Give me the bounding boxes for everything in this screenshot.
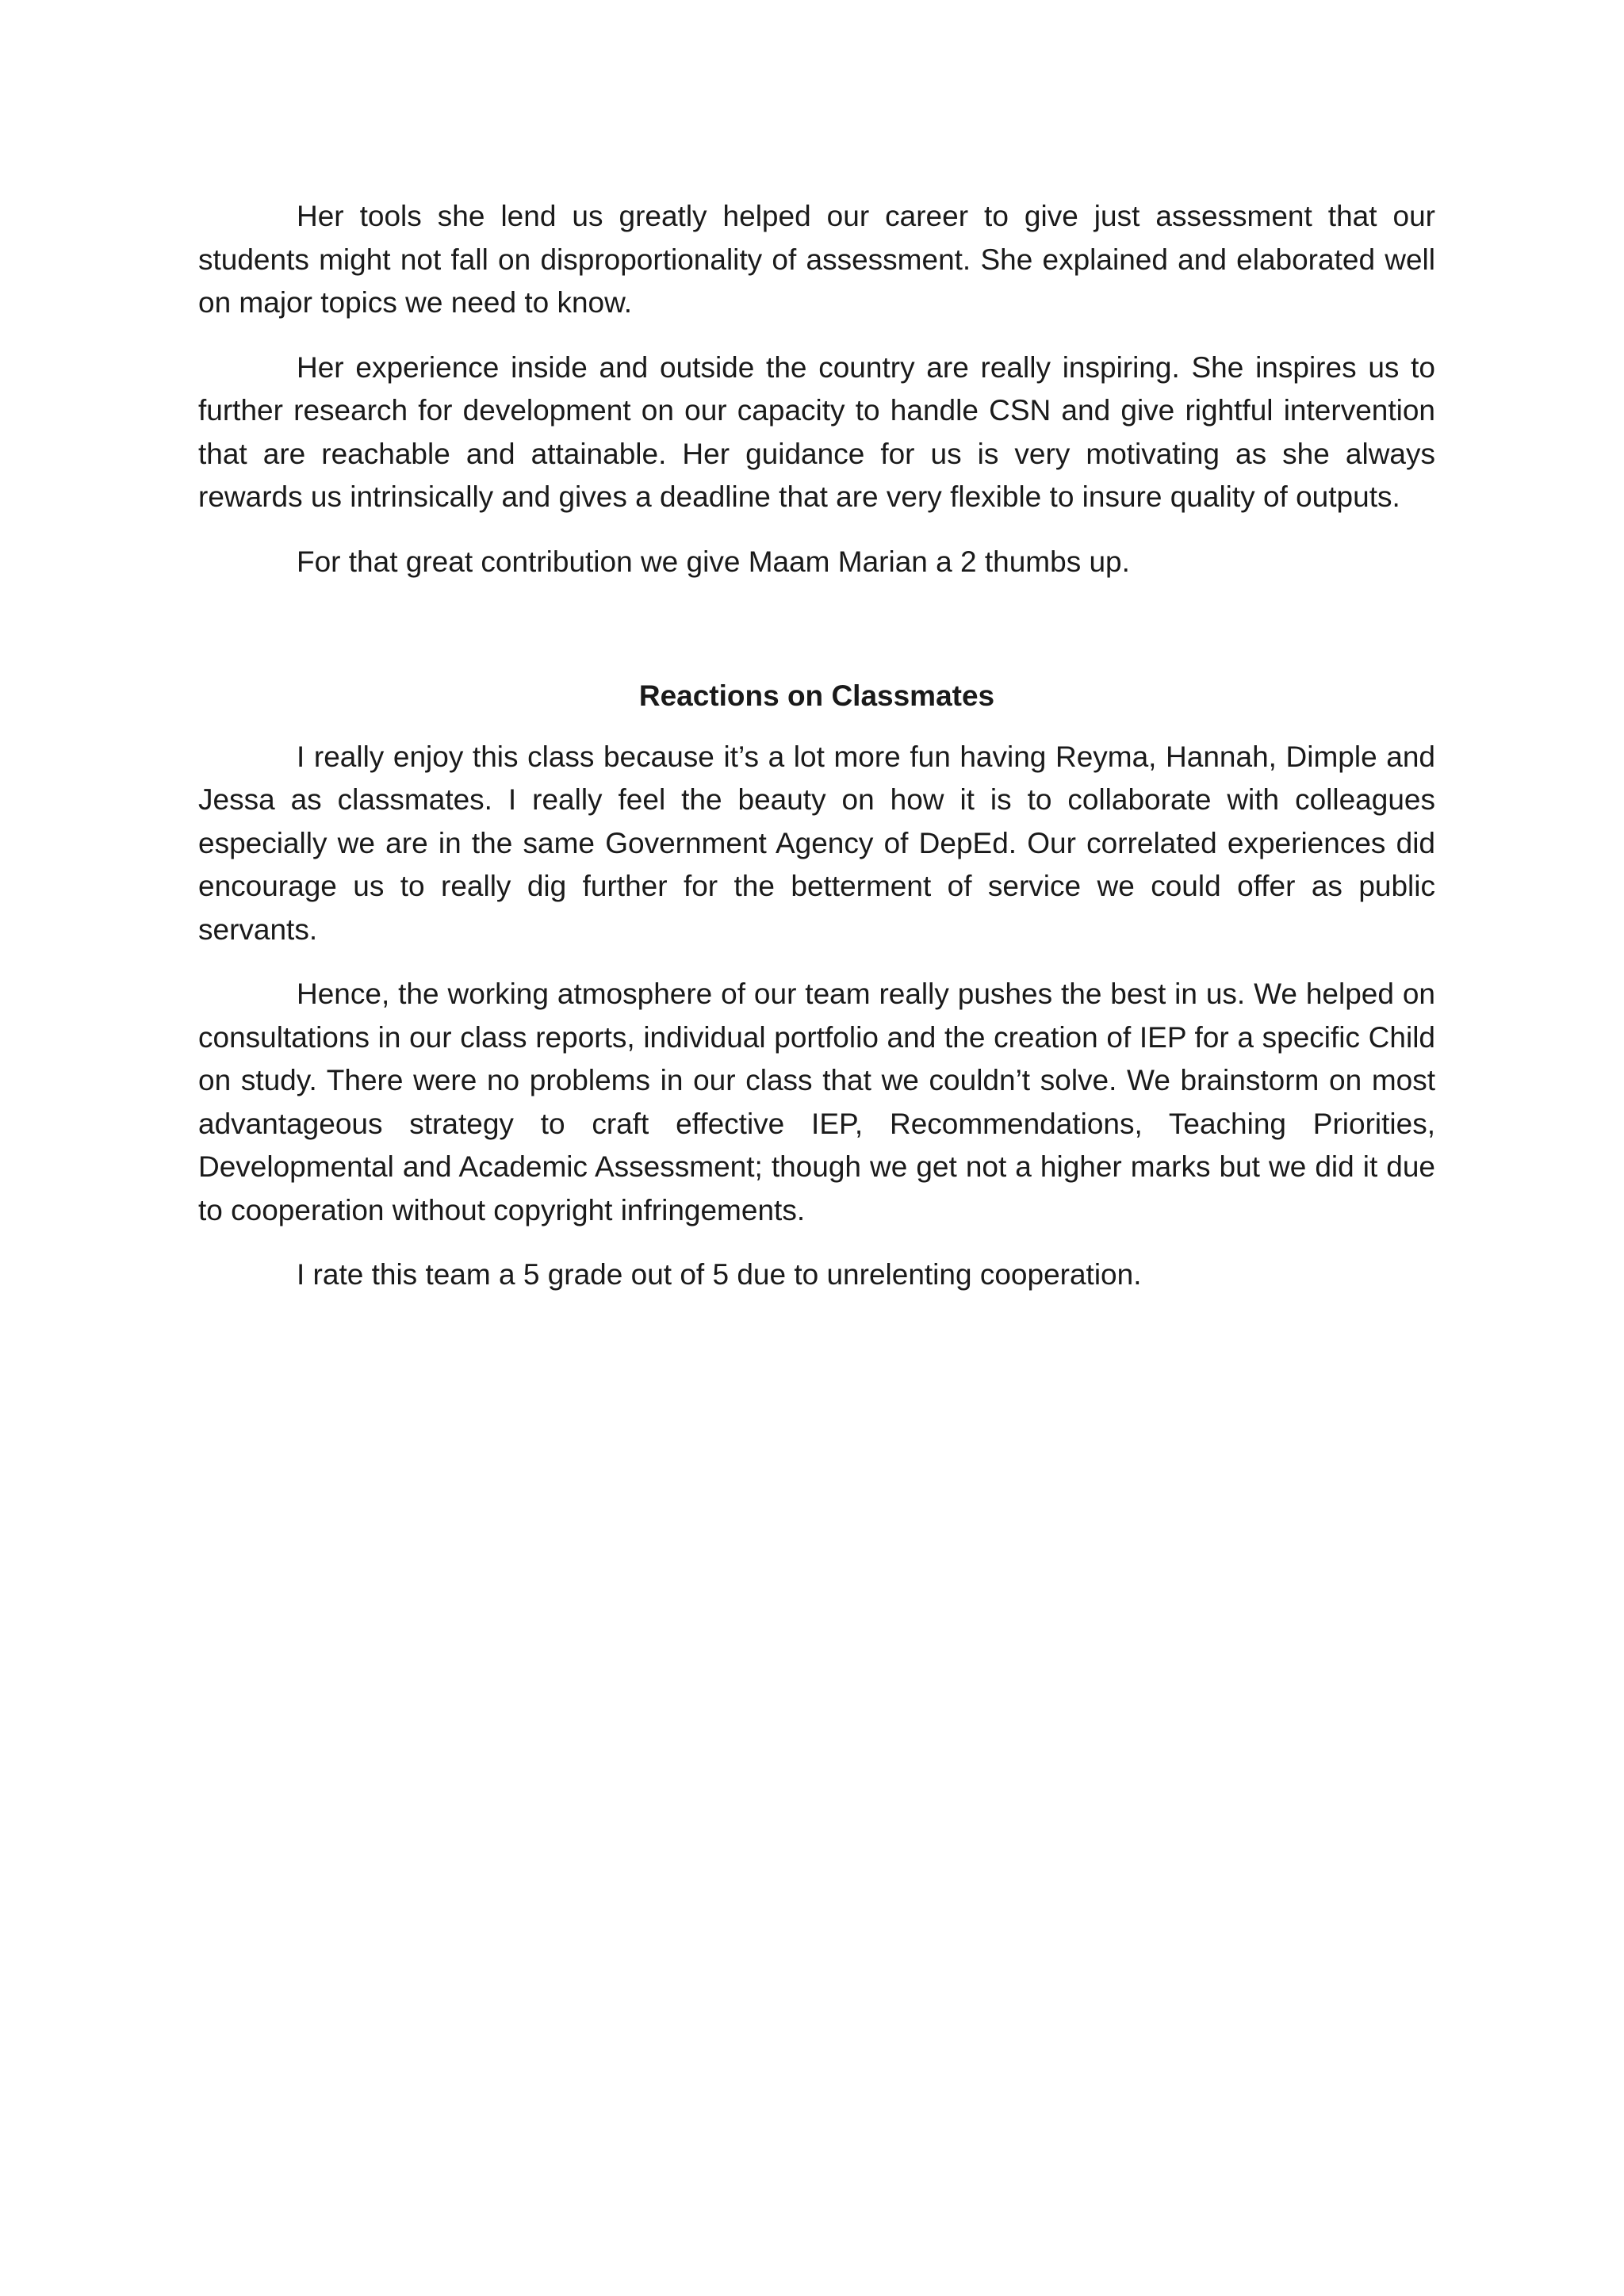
paragraph-working-atmosphere: Hence, the working atmosphere of our team really pushes the best in us. We helped on consultations in our class reports, individual portfolio and the creation of IEP for a specific Child on study. There were no problems in our class that we couldn’t solve. We brainstorm on most advantageous strategy to craft effective IEP, Recommendations, Teaching Priorities, Developmental and Academic Assessment; though we get not a higher marks but we did it due to cooperation without copyright infringements. <box>198 978 1435 1226</box>
paragraph-tools-assessment: Her tools she lend us greatly helped our career to give just assessment that our students might not fall on disproportionality of assessment. She explained and elaborated well on major topics we need to know. <box>198 200 1435 319</box>
section-spacer <box>198 605 1435 675</box>
paragraph-experience-inspiring: Her experience inside and outside the country are really inspiring. She inspires us to further research for development on our capacity to handle CSN and give rightful intervention that are reachable and attainable. Her guidance for us is very motivating as she always rewards us intrinsically and gives a deadline that are very flexible to insure quality of outputs. <box>198 350 1435 513</box>
paragraph-enjoy-class: I really enjoy this class because it’s a lot more fun having Reyma, Hannah, Dimple and Jessa as classmates. I really feel the beauty on how it is to collaborate with colleagues especially we are in the same Government Agency of DepEd. Our correlated experiences did encourage us to really dig further for the betterment of service we could offer as public servants. <box>198 740 1435 946</box>
paragraph-team-rating: I rate this team a 5 grade out of 5 due to unrelenting cooperation. <box>297 1258 1142 1291</box>
paragraph-thumbs-up: For that great contribution we give Maam Marian a 2 thumbs up. <box>297 545 1130 578</box>
section-heading-reactions-on-classmates: Reactions on Classmates <box>638 679 995 712</box>
document-body <box>198 195 1435 1318</box>
